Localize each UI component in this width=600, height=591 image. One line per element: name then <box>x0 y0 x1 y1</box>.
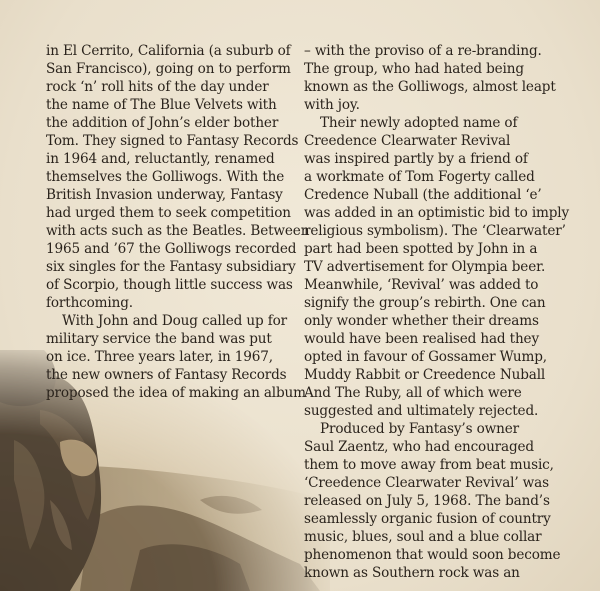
right-paragraph-1 <box>304 42 566 114</box>
text-line: proposed the idea of making an album <box>46 385 306 401</box>
text-line: military service the band was put <box>46 331 272 347</box>
text-line: signify the group’s rebirth. One can <box>304 295 546 311</box>
text-line: forthcoming. <box>46 295 133 311</box>
text-line: Creedence Clearwater Revival <box>304 133 511 149</box>
text-line: had urged them to seek competition <box>46 205 291 221</box>
right-paragraph-3 <box>304 420 566 582</box>
text-line: religious symbolism). The ‘Clearwater’ <box>304 223 566 239</box>
text-line: on ice. Three years later, in 1967, <box>46 349 273 365</box>
text-line: seamlessly organic fusion of country <box>304 511 551 527</box>
text-line: music, blues, soul and a blue collar <box>304 529 542 545</box>
text-line: And The Ruby, all of which were <box>304 385 522 401</box>
text-line: The group, who had hated being <box>304 61 524 77</box>
left-paragraph-2 <box>46 312 306 402</box>
text-line: would have been realised had they <box>304 331 539 347</box>
text-line: in 1964 and, reluctantly, renamed <box>46 151 275 167</box>
text-line: the name of The Blue Velvets with <box>46 97 277 113</box>
text-line: with acts such as the Beatles. Between <box>46 223 310 239</box>
text-line: – with the proviso of a re-branding. <box>304 43 542 59</box>
right-column <box>304 42 570 582</box>
text-line: San Francisco), going on to perform <box>46 61 291 77</box>
text-line: Their newly adopted name of <box>320 115 518 131</box>
text-line: TV advertisement for Olympia beer. <box>304 259 546 275</box>
text-line: known as the Golliwogs, almost leapt <box>304 79 556 95</box>
text-line: was inspired partly by a friend of <box>304 151 528 167</box>
text-line: with joy. <box>304 97 360 113</box>
text-line: the new owners of Fantasy Records <box>46 367 287 383</box>
text-line: 1965 and ’67 the Golliwogs recorded <box>46 241 297 257</box>
text-line: opted in favour of Gossamer Wump, <box>304 349 547 365</box>
text-line: Produced by Fantasy’s owner <box>320 421 519 437</box>
text-line: Saul Zaentz, who had encouraged <box>304 439 534 455</box>
text-line: themselves the Golliwogs. With the <box>46 169 285 185</box>
text-line: part had been spotted by John in a <box>304 241 538 257</box>
text-line: Meanwhile, ‘Revival’ was added to <box>304 277 539 293</box>
text-line: rock ‘n’ roll hits of the day under <box>46 79 269 95</box>
text-line: of Scorpio, though little success was <box>46 277 293 293</box>
text-line: them to move away from beat music, <box>304 457 554 473</box>
left-paragraph-1 <box>46 42 310 312</box>
right-paragraph-2 <box>304 114 570 420</box>
text-line: the addition of John’s elder bother <box>46 115 279 131</box>
text-line: ‘Creedence Clearwater Revival’ was <box>304 475 549 491</box>
text-line: Muddy Rabbit or Creedence Nuball <box>304 367 546 383</box>
text-line: phenomenon that would soon become <box>304 547 561 563</box>
text-line: only wonder whether their dreams <box>304 313 539 329</box>
text-line: released on July 5, 1968. The band’s <box>304 493 550 509</box>
text-line: British Invasion underway, Fantasy <box>46 187 283 203</box>
text-line: six singles for the Fantasy subsidiary <box>46 259 296 275</box>
text-line: was added in an optimistic bid to imply <box>304 205 570 221</box>
text-line: Tom. They signed to Fantasy Records <box>46 133 299 149</box>
text-line: in El Cerrito, California (a suburb of <box>46 43 291 59</box>
text-line: With John and Doug called up for <box>62 313 287 329</box>
text-line: a workmate of Tom Fogerty called <box>304 169 535 185</box>
text-line: suggested and ultimately rejected. <box>304 403 539 419</box>
text-line: known as Southern rock was an <box>304 565 520 581</box>
left-column <box>46 42 310 402</box>
text-line: Credence Nuball (the additional ‘e’ <box>304 187 542 203</box>
